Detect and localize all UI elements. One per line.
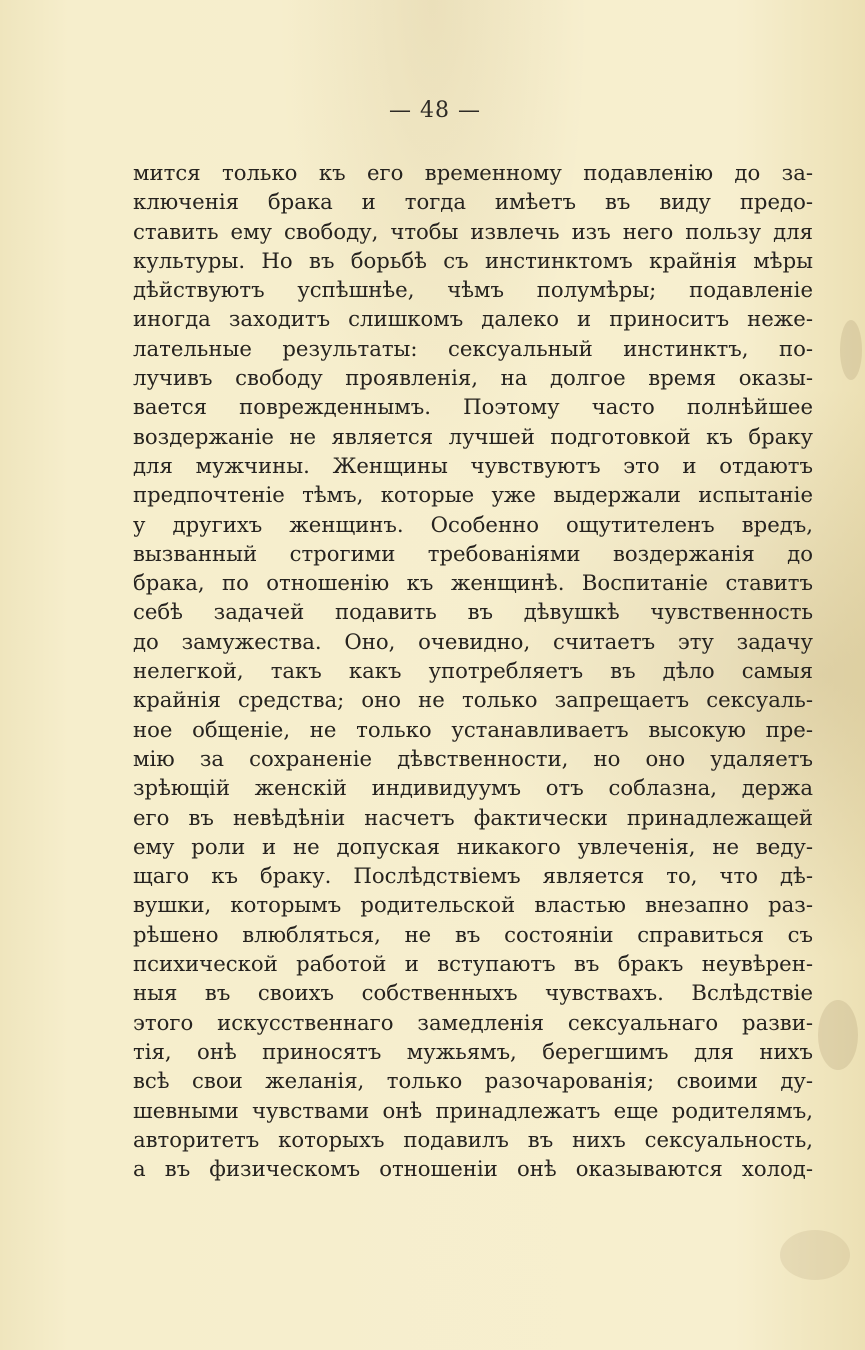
text-line: рѣшено влюбляться, не въ состояніи справиться съ xyxy=(133,921,813,947)
text-line: нелегкой, такъ какъ употребляетъ въ дѣло самыя xyxy=(133,658,813,684)
body-text xyxy=(133,158,813,1183)
paper-stain xyxy=(780,1230,850,1280)
text-line: предпочтеніе тѣмъ, которые уже выдержали испытаніе xyxy=(133,482,813,508)
text-line: его въ невѣдѣніи насчетъ фактически принадлежащей xyxy=(133,804,813,830)
text-line: брака, по отношенію къ женщинѣ. Воспитаніе ставитъ xyxy=(133,570,813,596)
text-line: авторитетъ которыхъ подавилъ въ нихъ сексуальность, xyxy=(133,1126,813,1152)
text-line: культуры. Но въ борьбѣ съ инстинктомъ крайнія мѣры xyxy=(133,247,813,273)
text-line: зрѣющій женскій индивидуумъ отъ соблазна, держа xyxy=(133,775,813,801)
text-line: ставить ему свободу, чтобы извлечь изъ него пользу для xyxy=(133,218,813,244)
text-line: вызванный строгими требованіями воздержанія до xyxy=(133,540,813,566)
text-line: этого искусственнаго замедленія сексуальнаго разви- xyxy=(133,1009,813,1035)
text-line: лучивъ свободу проявленія, на долгое время оказы- xyxy=(133,365,813,391)
text-line: тія, онѣ приносятъ мужьямъ, берегшимъ для нихъ xyxy=(133,1038,813,1064)
text-line: шевными чувствами онѣ принадлежатъ еще родителямъ, xyxy=(133,1097,813,1123)
text-line: психической работой и вступаютъ въ бракъ неувѣрен- xyxy=(133,951,813,977)
text-line: себѣ задачей подавить въ дѣвушкѣ чувственность xyxy=(133,599,813,625)
text-line: ныя въ своихъ собственныхъ чувствахъ. Вслѣдствіе xyxy=(133,980,813,1006)
text-line: мится только къ его временному подавленію до за- xyxy=(133,160,813,185)
text-line: мію за сохраненіе дѣвственности, но оно удаляетъ xyxy=(133,745,813,771)
page-number: — 48 — xyxy=(389,98,481,123)
text-line: ное общеніе, не только устанавливаетъ высокую пре- xyxy=(133,716,813,742)
text-line: ему роли и не допуская никакого увлеченія, не веду- xyxy=(133,833,813,859)
text-line: воздержаніе не является лучшей подготовкой къ браку xyxy=(133,423,813,449)
text-line: вушки, которымъ родительской властью внезапно раз- xyxy=(133,892,813,918)
text-line: ключенія брака и тогда имѣетъ въ виду предо- xyxy=(133,189,813,215)
text-line: вается поврежденнымъ. Поэтому часто полнѣйшее xyxy=(133,394,813,420)
text-line: крайнія средства; оно не только запрещаетъ сексуаль- xyxy=(133,687,813,713)
text-line: щаго къ браку. Послѣдствіемъ является то, что дѣ- xyxy=(133,863,813,889)
text-line: лательные результаты: сексуальный инстинктъ, по- xyxy=(133,335,813,361)
paper-stain xyxy=(818,1000,858,1070)
text-line: до замужества. Оно, очевидно, считаетъ эту задачу xyxy=(133,628,813,654)
text-line: иногда заходитъ слишкомъ далеко и приноситъ неже- xyxy=(133,306,813,332)
text-line: для мужчины. Женщины чувствуютъ это и отдаютъ xyxy=(133,452,813,478)
text-line: у другихъ женщинъ. Особенно ощутителенъ вредъ, xyxy=(133,511,813,537)
text-line: всѣ свои желанія, только разочарованія; своими ду- xyxy=(133,1068,813,1094)
text-line: дѣйствуютъ успѣшнѣе, чѣмъ полумѣры; подавленіе xyxy=(133,277,813,303)
text-line: а въ физическомъ отношеніи онѣ оказываются холод- xyxy=(133,1156,813,1182)
paper-stain xyxy=(840,320,862,380)
